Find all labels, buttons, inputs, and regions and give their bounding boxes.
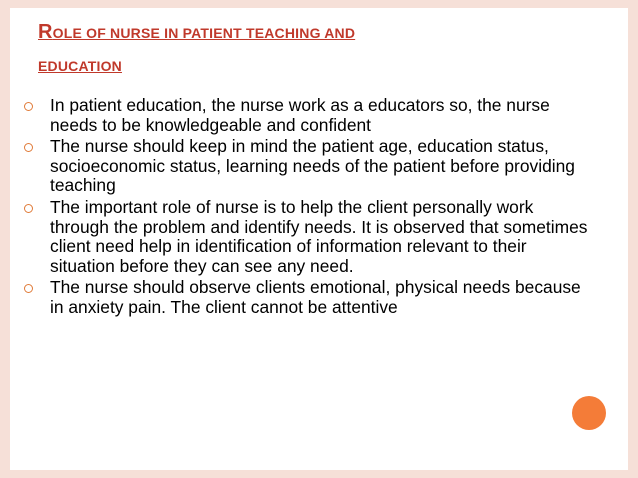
bullet-circle-icon <box>24 284 33 293</box>
bullet-circle-icon <box>24 204 33 213</box>
title-line-2-text: EDUCATION <box>38 58 122 74</box>
bullet-item <box>22 137 592 196</box>
bullet-text: The nurse should observe clients emotional, physical needs because in anxiety pain. The client cannot be attentive <box>50 277 581 317</box>
slide-title <box>38 16 578 83</box>
bullet-text: The nurse should keep in mind the patient age, education status, socioeconomic status, learning needs of the patient before providing teaching <box>50 136 575 196</box>
decorative-orange-circle <box>572 396 606 430</box>
bullet-item <box>22 278 592 317</box>
slide-border-right <box>628 0 638 478</box>
bullet-text: The important role of nurse is to help the client personally work through the problem and identify needs. It is observed that sometimes client need help in identification of information relevant to their situation before they can see any need. <box>50 196 588 276</box>
bullet-circle-icon <box>24 143 33 152</box>
title-line-1 <box>38 16 578 50</box>
slide-border-left <box>0 0 10 478</box>
bullet-item <box>22 96 592 135</box>
title-initial-letter: R <box>38 21 53 43</box>
bullet-list <box>22 96 592 318</box>
slide-border-top <box>0 0 638 8</box>
title-line-1-rest: OLE OF NURSE IN PATIENT TEACHING AND <box>52 25 356 41</box>
bullet-circle-icon <box>24 102 33 111</box>
bullet-item <box>22 198 592 276</box>
title-line-2 <box>38 50 578 83</box>
bullet-text: In patient education, the nurse work as a educators so, the nurse needs to be knowledgeable and confident <box>50 95 550 135</box>
slide-border-bottom <box>0 470 638 478</box>
